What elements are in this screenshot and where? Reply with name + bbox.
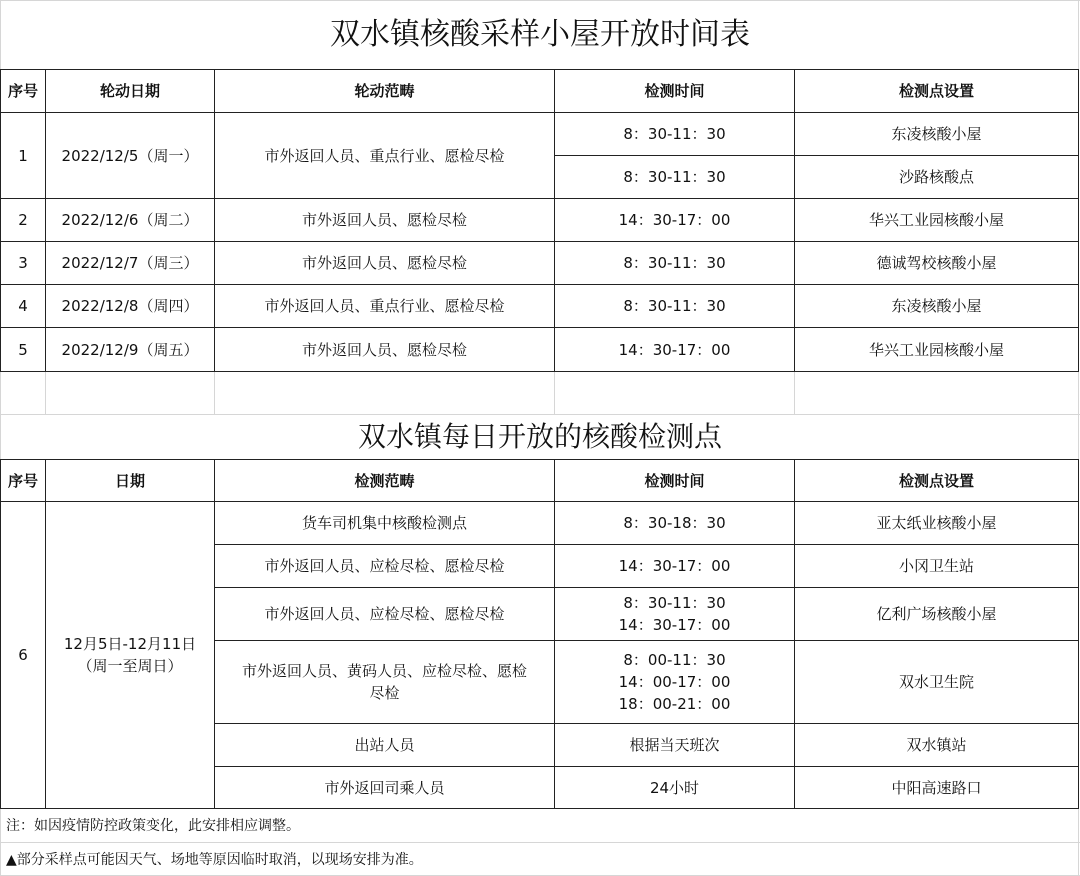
table2-row-time: 8：30-18：30 bbox=[554, 501, 795, 545]
table1-row-scope: 市外返回人员、重点行业、愿检尽检 bbox=[214, 284, 555, 328]
time-line: 14：30-17：00 bbox=[618, 616, 731, 634]
table2-row-site: 双水卫生院 bbox=[794, 640, 1079, 724]
table1-header-scope: 轮动范畴 bbox=[214, 69, 555, 113]
gridline bbox=[214, 371, 215, 414]
table1-row-no: 4 bbox=[0, 284, 46, 328]
table2-header-scope: 检测范畴 bbox=[214, 459, 555, 502]
table2-row-site: 亿利广场核酸小屋 bbox=[794, 587, 1079, 641]
table2-row-site: 小冈卫生站 bbox=[794, 544, 1079, 588]
table1-title: 双水镇核酸采样小屋开放时间表 bbox=[330, 17, 750, 52]
time-line: 18：00-21：00 bbox=[618, 695, 731, 713]
table2-row-time: 根据当天班次 bbox=[554, 723, 795, 767]
table1-row-site: 沙路核酸点 bbox=[794, 155, 1079, 199]
table1-row-site: 华兴工业园核酸小屋 bbox=[794, 198, 1079, 242]
table1-row-no: 5 bbox=[0, 327, 46, 372]
time-line: 14：00-17：00 bbox=[618, 673, 731, 691]
table1-row-scope: 市外返回人员、愿检尽检 bbox=[214, 241, 555, 285]
table1-row-scope: 市外返回人员、重点行业、愿检尽检 bbox=[214, 112, 555, 199]
table1-row-time: 8：30-11：30 bbox=[554, 284, 795, 328]
table2-no: 6 bbox=[0, 501, 46, 809]
gridline bbox=[794, 371, 795, 414]
table1-row-site: 华兴工业园核酸小屋 bbox=[794, 327, 1079, 372]
note-cancellation: ▲部分采样点可能因天气、场地等原因临时取消，以现场安排为准。 bbox=[6, 851, 423, 868]
table2-date bbox=[45, 501, 215, 809]
table2-row-time: 14：30-17：00 bbox=[554, 544, 795, 588]
table2-row-site: 中阳高速路口 bbox=[794, 766, 1079, 809]
table2-row-scope bbox=[214, 640, 555, 724]
scope-line: 市外返回人员、黄码人员、应检尽检、愿检 bbox=[241, 662, 527, 680]
table1-row-no: 2 bbox=[0, 198, 46, 242]
table2-row-site: 亚太纸业核酸小屋 bbox=[794, 501, 1079, 545]
table2-header-date: 日期 bbox=[45, 459, 215, 502]
table2-title: 双水镇每日开放的核酸检测点 bbox=[357, 420, 722, 453]
table1-row-time: 8：30-11：30 bbox=[554, 112, 795, 156]
table1-header-site: 检测点设置 bbox=[794, 69, 1079, 113]
table1-row-scope: 市外返回人员、愿检尽检 bbox=[214, 198, 555, 242]
table1-header-no: 序号 bbox=[0, 69, 46, 113]
time-line: 8：30-11：30 bbox=[623, 594, 726, 612]
table2-row-scope: 市外返回司乘人员 bbox=[214, 766, 555, 809]
table1-row-date: 2022/12/7（周三） bbox=[45, 241, 215, 285]
table1-row-time: 14：30-17：00 bbox=[554, 327, 795, 372]
table2-row-scope: 市外返回人员、应检尽检、愿检尽检 bbox=[214, 544, 555, 588]
table1-row-time: 8：30-11：30 bbox=[554, 155, 795, 199]
table2-date-line: 12月5日-12月11日 bbox=[63, 635, 197, 653]
table2-row-time: 24小时 bbox=[554, 766, 795, 809]
table1-row-time: 14：30-17：00 bbox=[554, 198, 795, 242]
time-line: 8：00-11：30 bbox=[623, 651, 726, 669]
table1-row-date: 2022/12/8（周四） bbox=[45, 284, 215, 328]
table2-row-scope: 市外返回人员、应检尽检、愿检尽检 bbox=[214, 587, 555, 641]
table2-header-no: 序号 bbox=[0, 459, 46, 502]
table2-header-time: 检测时间 bbox=[554, 459, 795, 502]
table1-row-date: 2022/12/9（周五） bbox=[45, 327, 215, 372]
gridline bbox=[554, 371, 555, 414]
table2-row-site: 双水镇站 bbox=[794, 723, 1079, 767]
table1-header-date: 轮动日期 bbox=[45, 69, 215, 113]
table1-row-date: 2022/12/6（周二） bbox=[45, 198, 215, 242]
table1-row-no: 3 bbox=[0, 241, 46, 285]
table2-date-line: （周一至周日） bbox=[77, 657, 183, 675]
table2-row-time bbox=[554, 587, 795, 641]
table2-row-scope: 出站人员 bbox=[214, 723, 555, 767]
table2-row-time bbox=[554, 640, 795, 724]
table2-row-scope: 货车司机集中核酸检测点 bbox=[214, 501, 555, 545]
gridline bbox=[45, 371, 46, 414]
scope-line: 尽检 bbox=[369, 684, 400, 702]
table1-row-no: 1 bbox=[0, 112, 46, 199]
table1-row-date: 2022/12/5（周一） bbox=[45, 112, 215, 199]
table1-row-site: 东凌核酸小屋 bbox=[794, 112, 1079, 156]
table1-header-time: 检测时间 bbox=[554, 69, 795, 113]
note-policy: 注：如因疫情防控政策变化，此安排相应调整。 bbox=[6, 818, 300, 834]
table1-row-site: 东凌核酸小屋 bbox=[794, 284, 1079, 328]
table1-row-scope: 市外返回人员、愿检尽检 bbox=[214, 327, 555, 372]
table2-header-site: 检测点设置 bbox=[794, 459, 1079, 502]
table1-row-site: 德诚驾校核酸小屋 bbox=[794, 241, 1079, 285]
table1-row-time: 8：30-11：30 bbox=[554, 241, 795, 285]
